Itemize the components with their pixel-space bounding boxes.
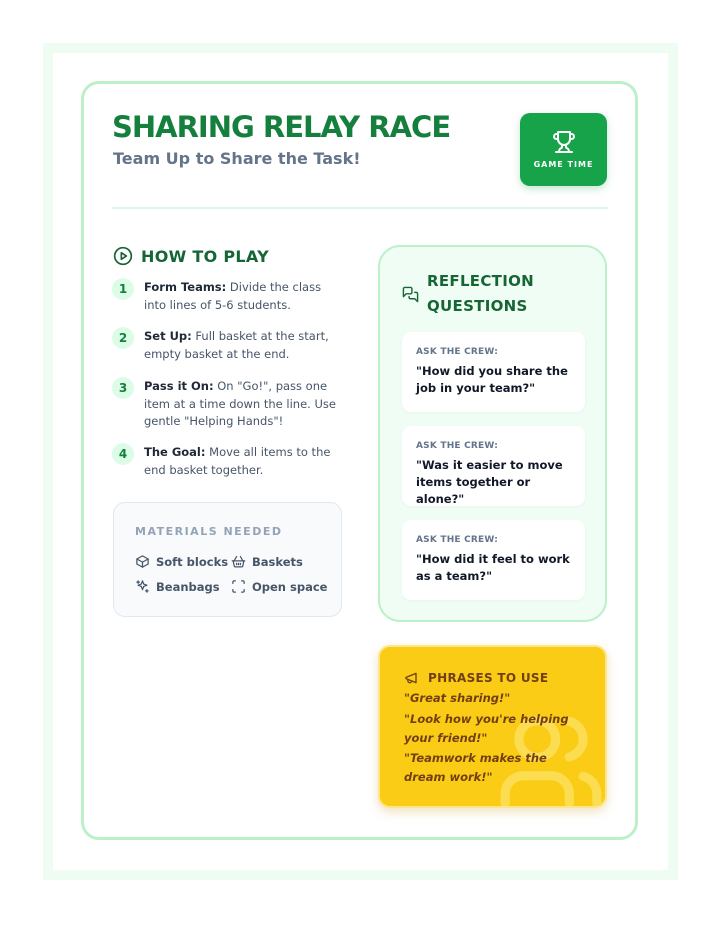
how-to-play-heading bbox=[113, 246, 269, 266]
material-label: Open space bbox=[252, 579, 328, 594]
question-label: ASK THE CREW: bbox=[416, 441, 499, 451]
phrases-panel bbox=[378, 645, 607, 808]
material-item bbox=[135, 579, 220, 594]
material-label: Beanbags bbox=[156, 579, 220, 594]
play-circle-icon bbox=[113, 246, 133, 266]
phrase-item: "Look how you're helping your friend!" bbox=[404, 712, 569, 745]
badge-label: GAME TIME bbox=[533, 160, 594, 169]
step-lead: Form Teams: bbox=[144, 280, 227, 294]
scan-icon bbox=[231, 579, 246, 594]
how-to-play-title: HOW TO PLAY bbox=[141, 246, 269, 266]
header-divider bbox=[112, 207, 608, 209]
sparkles-icon bbox=[135, 579, 150, 594]
step-text bbox=[144, 279, 344, 314]
question-card bbox=[402, 520, 585, 600]
question-card bbox=[402, 332, 585, 412]
material-label: Baskets bbox=[252, 554, 303, 569]
step-text bbox=[144, 328, 344, 363]
question-label: ASK THE CREW: bbox=[416, 347, 499, 357]
step-item bbox=[112, 328, 344, 363]
page-title: SHARING RELAY RACE bbox=[112, 110, 451, 144]
material-item bbox=[231, 579, 327, 594]
step-text bbox=[144, 378, 344, 431]
question-text: "How did you share the job in your team?" bbox=[416, 364, 568, 395]
step-description: Divide the class into lines of 5-6 students. bbox=[144, 280, 322, 312]
step-number: 2 bbox=[112, 327, 134, 349]
material-label: Soft blocks bbox=[156, 554, 229, 569]
question-label: ASK THE CREW: bbox=[416, 535, 499, 545]
materials-title: MATERIALS NEEDED bbox=[135, 525, 283, 538]
phrase-item: "Teamwork makes the dream work!" bbox=[404, 751, 547, 784]
reflection-panel bbox=[378, 245, 607, 622]
question-text: "How did it feel to work as a team?" bbox=[416, 552, 570, 583]
phrases-title: PHRASES TO USE bbox=[428, 671, 549, 685]
reflection-heading bbox=[402, 269, 534, 319]
material-item bbox=[135, 554, 228, 569]
page-subtitle: Team Up to Share the Task! bbox=[113, 149, 361, 168]
step-lead: Pass it On: bbox=[144, 379, 214, 393]
step-item bbox=[112, 279, 344, 314]
step-text bbox=[144, 444, 344, 479]
step-description: Full basket at the start, empty basket at the end. bbox=[144, 329, 329, 361]
basket-icon bbox=[231, 554, 246, 569]
step-description: On "Go!", pass one item at a time down the line. Use gentle "Helping Hands"! bbox=[144, 379, 336, 428]
megaphone-icon bbox=[404, 670, 420, 686]
phrase-item: "Great sharing!" bbox=[404, 691, 511, 705]
step-number: 1 bbox=[112, 278, 134, 300]
reflection-title-line1: REFLECTION bbox=[427, 272, 534, 290]
box-icon bbox=[135, 554, 150, 569]
trophy-icon bbox=[552, 130, 576, 154]
step-item bbox=[112, 378, 344, 431]
reflection-title-line2: QUESTIONS bbox=[427, 297, 528, 315]
step-number: 3 bbox=[112, 377, 134, 399]
game-time-badge bbox=[520, 113, 607, 186]
question-card bbox=[402, 426, 585, 506]
question-text: "Was it easier to move items together or alone?" bbox=[416, 458, 563, 506]
chat-bubbles-icon bbox=[402, 286, 419, 303]
phrases-heading bbox=[404, 670, 548, 686]
reflection-title bbox=[427, 269, 534, 319]
material-item bbox=[231, 554, 303, 569]
materials-box bbox=[113, 502, 342, 617]
step-lead: Set Up: bbox=[144, 329, 192, 343]
step-number: 4 bbox=[112, 443, 134, 465]
step-lead: The Goal: bbox=[144, 445, 206, 459]
step-description: Move all items to the end basket together. bbox=[144, 445, 331, 477]
step-item bbox=[112, 444, 344, 479]
